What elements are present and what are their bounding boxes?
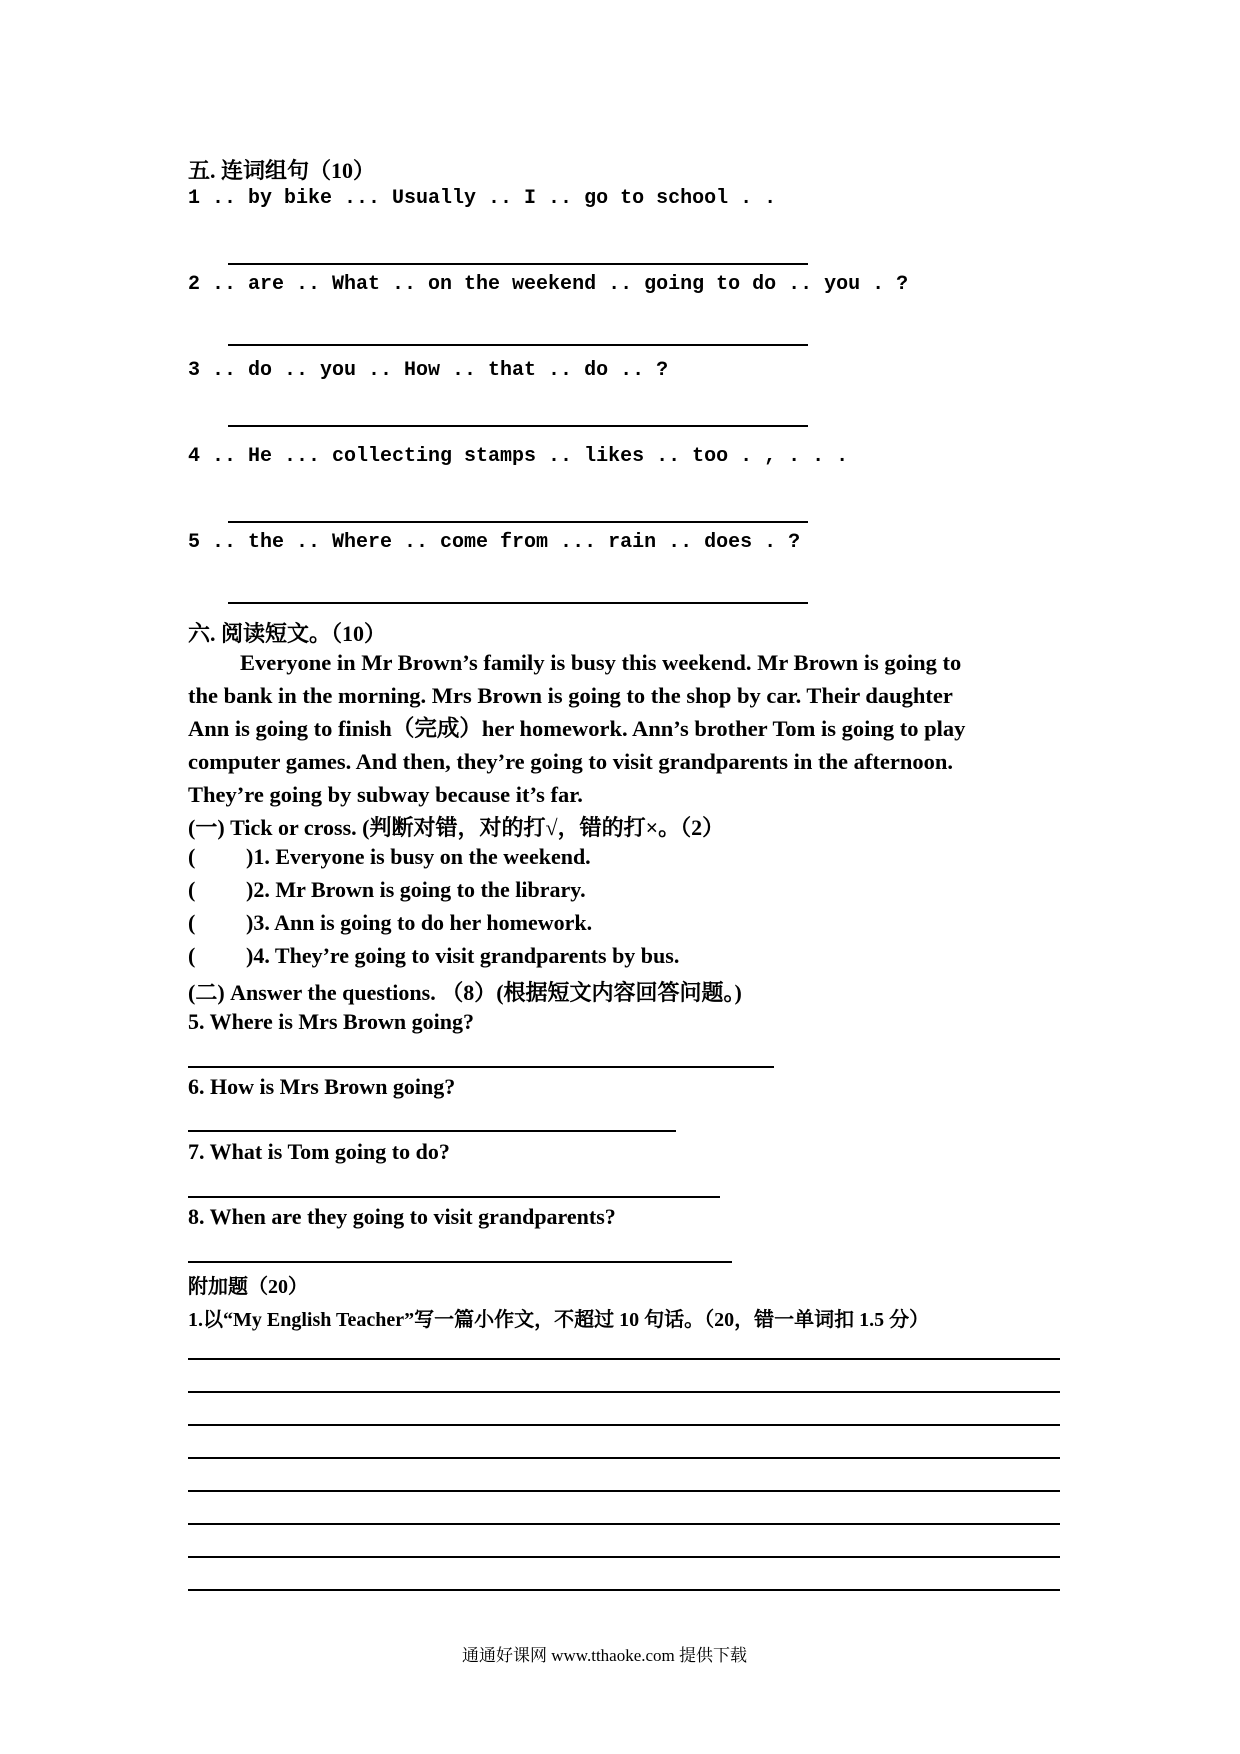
tick-answer-box-1[interactable]: ( [188, 844, 196, 869]
essay-line-4[interactable] [188, 1457, 1060, 1459]
essay-line-2[interactable] [188, 1391, 1060, 1393]
tick-cross-title: (一) Tick or cross. (判断对错，对的打√，错的打×。（2） [188, 815, 725, 840]
tick-item-4 [188, 943, 679, 969]
tick-item-text-3: )3. Ann is going to do her homework. [246, 910, 593, 935]
bonus-title: 附加题（20） [188, 1276, 308, 1298]
footer-text: 通通好课网 www.tthaoke.com 提供下载 [462, 1646, 748, 1665]
passage-line-5: They’re going by subway because it’s far. [188, 782, 583, 807]
sentence-item-3: 3 .. do .. you .. How .. that .. do .. ? [188, 359, 669, 382]
section6-title: 六. 阅读短文。（10） [188, 621, 387, 646]
answer-line-4[interactable] [228, 521, 808, 523]
essay-line-3[interactable] [188, 1424, 1060, 1426]
essay-line-8[interactable] [188, 1589, 1060, 1591]
answer-line-5[interactable] [228, 602, 808, 604]
tick-answer-box-2[interactable]: ( [188, 877, 196, 902]
sentence-item-1: 1 .. by bike ... Usually .. I .. go to school . . [188, 187, 777, 210]
passage-line-1: Everyone in Mr Brown’s family is busy this weekend. Mr Brown is going to [240, 650, 962, 675]
sentence-item-4: 4 .. He ... collecting stamps .. likes .. too . , . . . [188, 445, 849, 468]
question-5-answer-line[interactable] [188, 1066, 774, 1068]
question-7: 7. What is Tom going to do? [188, 1139, 450, 1164]
reading-passage [188, 646, 1068, 811]
question-7-answer-line[interactable] [188, 1196, 720, 1198]
tick-answer-box-3[interactable]: ( [188, 910, 196, 935]
tick-answer-box-4[interactable]: ( [188, 943, 196, 968]
tick-item-1 [188, 844, 591, 870]
passage-line-2: the bank in the morning. Mrs Brown is going to the shop by car. Their daughter [188, 683, 953, 708]
question-5: 5. Where is Mrs Brown going? [188, 1009, 475, 1034]
question-8: 8. When are they going to visit grandparents? [188, 1204, 616, 1229]
essay-line-1[interactable] [188, 1358, 1060, 1360]
question-8-answer-line[interactable] [188, 1261, 732, 1263]
question-6: 6. How is Mrs Brown going? [188, 1074, 456, 1099]
tick-item-text-4: )4. They’re going to visit grandparents by bus. [246, 943, 680, 968]
essay-line-7[interactable] [188, 1556, 1060, 1558]
sentence-item-5: 5 .. the .. Where .. come from ... rain .. does . ? [188, 531, 801, 554]
essay-line-6[interactable] [188, 1523, 1060, 1525]
answer-questions-title: (二) Answer the questions. （8）(根据短文内容回答问题。) [188, 980, 742, 1005]
tick-item-text-1: )1. Everyone is busy on the weekend. [246, 844, 591, 869]
answer-line-1[interactable] [228, 263, 808, 265]
bonus-prompt: 1.以“My English Teacher”写一篇小作文，不超过 10 句话。（20，错一单词扣 1.5 分） [188, 1309, 930, 1331]
essay-line-5[interactable] [188, 1490, 1060, 1492]
tick-item-text-2: )2. Mr Brown is going to the library. [246, 877, 586, 902]
passage-line-4: computer games. And then, they’re going to visit grandparents in the afternoon. [188, 749, 953, 774]
tick-item-2 [188, 877, 586, 903]
sentence-item-2: 2 .. are .. What .. on the weekend .. going to do .. you . ? [188, 273, 909, 296]
passage-line-3: Ann is going to finish（完成）her homework. Ann’s brother Tom is going to play [188, 716, 966, 741]
tick-item-3 [188, 910, 592, 936]
question-6-answer-line[interactable] [188, 1130, 676, 1132]
answer-line-2[interactable] [228, 344, 808, 346]
section5-title: 五. 连词组句（10） [188, 158, 376, 183]
answer-line-3[interactable] [228, 425, 808, 427]
